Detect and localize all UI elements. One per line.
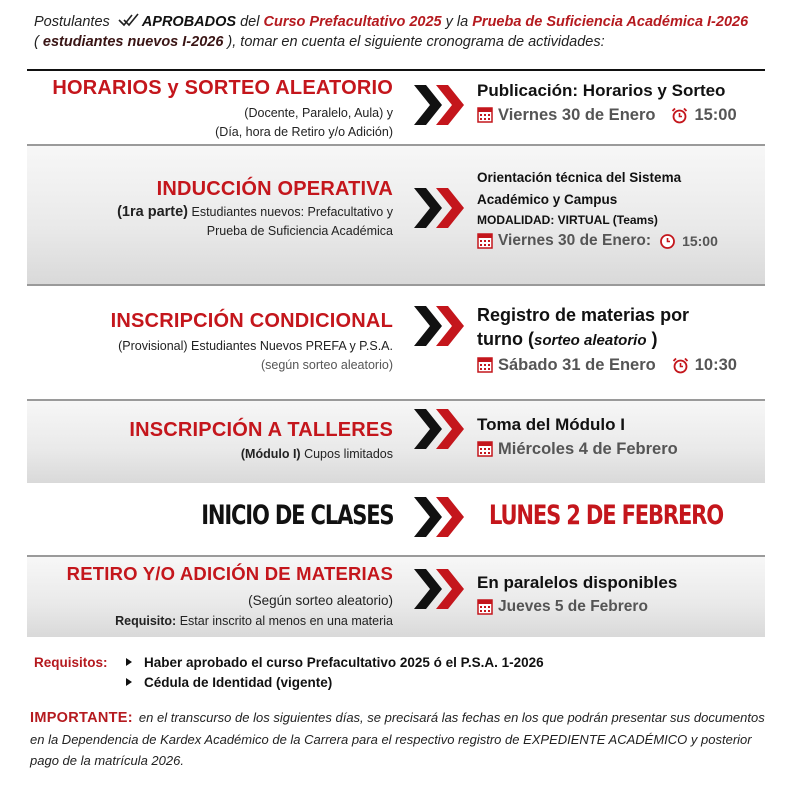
double-chevron-icon <box>412 302 470 350</box>
date-line <box>477 353 737 377</box>
date-text: Miércoles 4 de Febrero <box>498 440 678 458</box>
right-title: Toma del Módulo I <box>477 415 625 434</box>
row-retiro-right <box>477 571 677 619</box>
date-line <box>477 103 737 127</box>
requisito-item <box>126 653 544 673</box>
date-text: Jueves 5 de Febrero <box>498 598 648 615</box>
row-horarios-left <box>52 77 393 142</box>
alarm-clock-icon <box>671 107 688 124</box>
requisito-text: Cédula de Identidad (vigente) <box>144 675 333 690</box>
right-title <box>477 327 737 353</box>
date-text: Viernes 30 de Enero: <box>498 232 652 249</box>
row-induccion <box>27 144 765 284</box>
intro-prueba: Prueba de Suficiencia Académica I-2026 <box>472 14 749 30</box>
row-induccion-right <box>477 167 718 253</box>
intro-y-la: y la <box>445 14 469 30</box>
row-sub: (según sorteo aleatorio) <box>260 358 393 372</box>
row-sub: (Día, hora de Retiro y/o Adición) <box>215 125 393 139</box>
row-retiro-left <box>67 563 393 631</box>
importante-text: en el transcurso de los siguientes días, se precisará las fechas en los que podrán presentar sus documentos en la Dependencia de Kardex Académico de la Carrera para el respectivo registro de EXPEDIENTE ACADÉMICO y posterior pago de la matrícula 2026. <box>30 710 765 768</box>
right-title: Orientación técnica del Sistema <box>477 170 682 185</box>
row-sub-text: Estar inscrito al menos en una materia <box>179 614 393 628</box>
calendar-icon <box>477 599 493 615</box>
date-line <box>477 595 677 619</box>
intro-paren-open: ( <box>34 34 39 50</box>
row-inicio-clases <box>27 483 765 555</box>
importante-note <box>30 707 770 771</box>
row-sub: (Según sorteo aleatorio) <box>248 593 393 608</box>
row-inscripcion-right <box>477 303 737 377</box>
calendar-icon <box>477 107 493 123</box>
start-date-title: LUNES 2 DE FEBRERO <box>489 500 723 531</box>
row-talleres-right <box>477 413 678 461</box>
time-text: 15:00 <box>694 106 737 124</box>
intro-curso: Curso Prefacultativo 2025 <box>263 14 442 30</box>
row-title: INSCRIPCIÓN CONDICIONAL <box>110 310 393 332</box>
row-title: RETIRO Y/O ADICIÓN DE MATERIAS <box>66 563 393 584</box>
row-horarios-right <box>477 79 737 127</box>
intro-postulantes: Postulantes <box>34 14 110 30</box>
row-sub <box>117 203 393 222</box>
intro-del: del <box>240 14 260 30</box>
row-sub-bold: (1ra parte) <box>117 204 188 220</box>
row-sub-text: Estudiantes nuevos: Prefacultativo y <box>191 205 393 219</box>
intro-estudiantes: estudiantes nuevos I-2026 <box>42 34 224 50</box>
row-title: INSCRIPCIÓN A TALLERES <box>129 419 393 441</box>
triangle-bullet-icon <box>126 658 132 666</box>
time-text: 10:30 <box>694 356 737 374</box>
requisito-text: Haber aprobado el curso Prefacultativo 2025 ó el P.S.A. 1-2026 <box>144 655 544 670</box>
date-line <box>477 229 718 253</box>
row-title: INDUCCIÓN OPERATIVA <box>156 178 393 200</box>
row-inscripcion-condicional <box>27 284 765 399</box>
check-icon <box>118 13 140 27</box>
right-title-part: ) <box>651 329 658 349</box>
double-chevron-icon <box>412 184 470 232</box>
requisito-item <box>126 673 332 693</box>
right-title: Registro de materias por <box>477 305 690 325</box>
importante-label: IMPORTANTE: <box>30 710 133 726</box>
row-sub: (Provisional) Estudiantes Nuevos PREFA y P.S.A. <box>118 339 393 353</box>
calendar-icon <box>477 441 493 457</box>
row-talleres <box>27 399 765 483</box>
intro-tail: ), tomar en cuenta el siguiente cronograma de actividades: <box>227 34 605 50</box>
row-title: HORARIOS y SORTEO ALEATORIO <box>52 77 393 99</box>
calendar-icon <box>477 233 493 249</box>
row-horarios <box>27 71 765 144</box>
right-title: En paralelos disponibles <box>477 573 678 592</box>
row-sub: Prueba de Suficiencia Académica <box>206 224 393 238</box>
double-chevron-icon <box>412 565 470 613</box>
row-retiro-adicion <box>27 555 765 637</box>
row-sub <box>129 445 393 464</box>
time-text: 15:00 <box>682 233 718 249</box>
row-sub-bold: Requisito: <box>115 614 177 628</box>
inicio-clases-title: INICIO DE CLASES <box>200 500 393 531</box>
right-title-part: turno ( <box>477 329 534 349</box>
intro-text <box>34 12 774 52</box>
row-sub-text: Cupos limitados <box>304 447 393 461</box>
row-inscripcion-left <box>111 310 393 375</box>
alarm-clock-icon <box>672 357 689 374</box>
right-title: Publicación: Horarios y Sorteo <box>477 81 726 100</box>
modality-text: MODALIDAD: VIRTUAL (Teams) <box>477 213 658 227</box>
requisitos-label: Requisitos: <box>34 655 108 670</box>
double-chevron-icon <box>412 405 470 453</box>
date-text: Sábado 31 de Enero <box>498 356 656 374</box>
right-title: Académico y Campus <box>477 192 618 207</box>
clock-icon <box>659 233 676 250</box>
double-chevron-icon <box>412 493 470 541</box>
right-title-italic: sorteo aleatorio <box>533 332 647 349</box>
calendar-icon <box>477 357 493 373</box>
date-line <box>477 437 678 461</box>
row-induccion-left <box>117 178 393 241</box>
row-sub: (Docente, Paralelo, Aula) y <box>244 106 393 120</box>
triangle-bullet-icon <box>126 678 132 686</box>
row-sub <box>67 612 393 631</box>
double-chevron-icon <box>412 81 470 129</box>
row-talleres-left <box>129 419 393 464</box>
row-sub-bold: (Módulo I) <box>240 447 301 461</box>
date-text: Viernes 30 de Enero <box>498 106 656 124</box>
intro-aprobados: APROBADOS <box>141 14 237 30</box>
